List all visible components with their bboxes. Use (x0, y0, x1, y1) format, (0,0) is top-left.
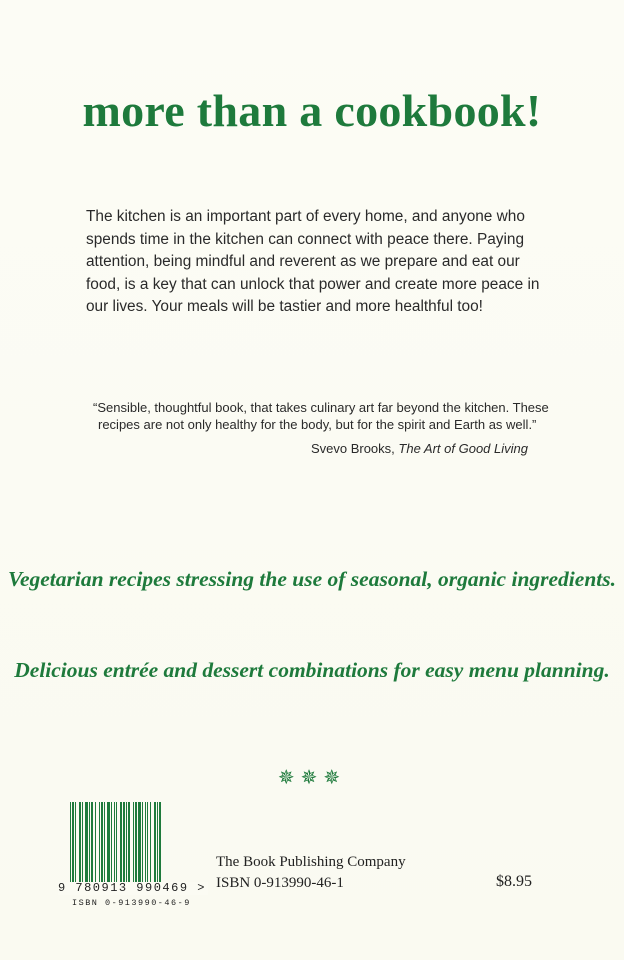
quote-author: Svevo Brooks, (310, 440, 395, 456)
feature-vegetarian-recipes: Vegetarian recipes stressing the use of seasonal, organic ingredients. (7, 567, 616, 591)
publisher-name: The Book Publishing Company (216, 854, 406, 870)
publisher-block (216, 852, 406, 894)
intro-paragraph: The kitchen is an important part of every home, and anyone who spends time in the kitchen can connect with peace there. Paying attention, being mindful and reverent as we prepare and eat our food, is a key that can unlock that power and create more peace in our lives. Your meals will be tastier and more healthful too! (86, 208, 540, 316)
quote-text: “Sensible, thoughtful book, that takes culinary art far beyond the kitchen. These recipes are not only healthy for the body, but for the spirit and Earth as well.” (93, 400, 549, 432)
barcode-digits: 9 780913 990469 > (58, 882, 208, 895)
isbn-barcode (58, 802, 208, 912)
price: $8.95 (496, 873, 532, 890)
quote-work-title: The Art of Good Living (398, 440, 528, 456)
headline: more than a cookbook! (82, 85, 542, 136)
feature-menu-planning: Delicious entrée and dessert combinations for easy menu planning. (14, 658, 610, 682)
barcode-bars (70, 802, 198, 882)
star-ornament-icon: ✵✵✵ (277, 767, 347, 789)
quote-attribution (98, 441, 558, 458)
testimonial-quote (93, 400, 558, 457)
publisher-isbn: ISBN 0-913990-46-1 (216, 875, 344, 891)
barcode-isbn-label: ISBN 0-913990-46-9 (72, 898, 191, 908)
barcode-bar (161, 802, 162, 882)
